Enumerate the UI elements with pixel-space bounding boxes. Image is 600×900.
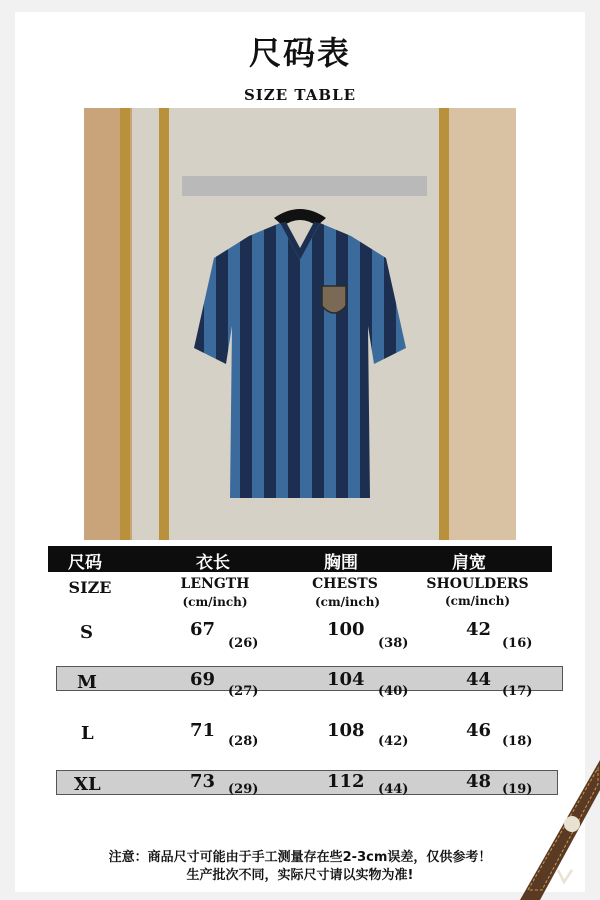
row-chest: 100 (327, 619, 365, 640)
row-size: M (77, 672, 97, 693)
row-chest-in: (38) (378, 636, 409, 651)
row-length: 73 (190, 771, 216, 792)
col-shoulder: SHOULDERS (426, 576, 529, 592)
row-length-in: (27) (228, 684, 259, 699)
note-line-2: 生产批次不同，实际尺寸请以实物为准! (186, 868, 414, 883)
note-line-1: 注意：商品尺寸可能由于手工测量存在些2-3cm误差，仅供参考！ (108, 850, 492, 865)
table-header-bar (48, 546, 552, 572)
row-length: 71 (190, 720, 216, 741)
row-shoulder: 46 (466, 720, 492, 741)
row-chest: 104 (327, 669, 365, 690)
header-chest: 胸围 (324, 553, 358, 573)
col-shoulder-unit: (cm/inch) (444, 594, 511, 608)
col-size: SIZE (68, 578, 112, 597)
row-shoulder: 48 (466, 771, 492, 792)
row-shoulder: 44 (466, 669, 492, 690)
row-shoulder: 42 (466, 619, 492, 640)
col-chest: CHESTS (312, 576, 378, 592)
row-shoulder-in: (16) (502, 636, 533, 651)
col-length: LENGTH (180, 576, 250, 592)
row-size: XL (74, 774, 101, 795)
row-chest-in: (42) (378, 734, 409, 749)
row-length-in: (26) (228, 636, 259, 651)
row-chest: 112 (327, 771, 365, 792)
page-subtitle: SIZE TABLE (243, 86, 357, 104)
col-length-unit: (cm/inch) (182, 595, 248, 609)
row-size: L (81, 723, 94, 744)
row-chest-in: (44) (378, 782, 409, 797)
flower-icon (564, 816, 580, 832)
page-title: 尺码表 (248, 34, 351, 72)
row-length: 69 (190, 669, 216, 690)
row-chest: 108 (327, 720, 365, 741)
row-shoulder-in: (19) (502, 782, 533, 797)
col-chest-unit: (cm/inch) (314, 595, 381, 609)
corner-ribbon-decoration (520, 760, 600, 900)
header-size: 尺码 (68, 553, 102, 573)
row-length-in: (28) (228, 734, 259, 749)
row-shoulder-in: (18) (502, 734, 533, 749)
row-length-in: (29) (228, 782, 259, 797)
row-size: S (80, 622, 93, 643)
monogram-icon (558, 870, 572, 882)
row-chest-in: (40) (378, 684, 409, 699)
product-photo (84, 108, 516, 540)
row-length: 67 (190, 619, 216, 640)
header-shoulder: 肩宽 (452, 553, 486, 573)
row-shoulder-in: (17) (502, 684, 533, 699)
header-length: 衣长 (196, 553, 230, 573)
